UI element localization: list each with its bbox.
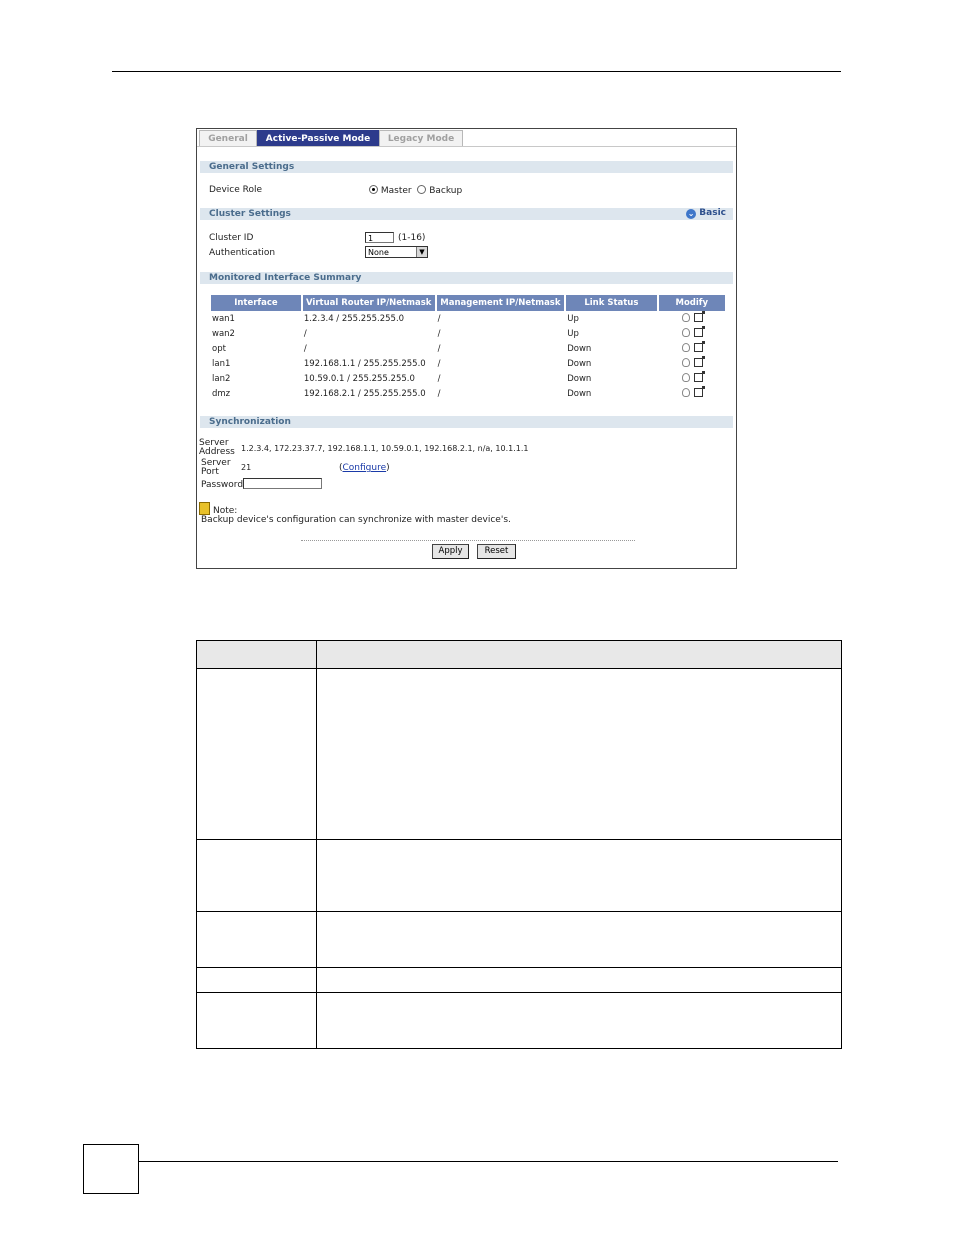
password-label: Password	[201, 480, 244, 490]
col-modify: Modify	[659, 295, 725, 311]
chevron-down-icon: ▼	[416, 247, 427, 257]
footer-rule	[139, 1161, 838, 1162]
device-role-options	[369, 185, 462, 196]
device-ha-screen	[196, 128, 737, 569]
table-cell	[197, 669, 317, 840]
col-link-status: Link Status	[566, 295, 656, 311]
table-row	[211, 356, 725, 371]
configure-link[interactable]: Configure	[342, 463, 387, 473]
edit-icon[interactable]	[694, 313, 703, 322]
table-row	[211, 326, 725, 341]
server-address-label-line2: Address	[199, 447, 235, 457]
edit-icon[interactable]	[694, 343, 703, 352]
col-virtual-router-ip: Virtual Router IP/Netmask	[303, 295, 435, 311]
table-row	[197, 968, 842, 993]
col-interface: Interface	[211, 295, 301, 311]
description-table	[196, 640, 842, 1049]
col-management-ip: Management IP/Netmask	[437, 295, 565, 311]
edit-icon[interactable]	[694, 373, 703, 382]
row-virtual-router-ip: 192.168.1.1 / 255.255.255.0	[303, 358, 426, 369]
row-interface: wan2	[212, 328, 235, 339]
chevron-down-icon: ⌄	[687, 209, 695, 218]
table-row	[211, 311, 725, 326]
cluster-id-label: Cluster ID	[209, 233, 254, 243]
row-virtual-router-ip: 1.2.3.4 / 255.255.255.0	[303, 313, 405, 324]
note-heading	[199, 502, 237, 516]
server-address-value: 1.2.3.4, 172.23.37.7, 192.168.1.1, 10.59.0.1, 192.168.2.1, n/a, 10.1.1.1	[241, 444, 529, 453]
section-synchronization: Synchronization	[200, 416, 733, 428]
monitored-interface-table	[209, 295, 727, 401]
row-link-status: Down	[567, 373, 592, 384]
row-management-ip: /	[437, 358, 441, 369]
row-modify	[659, 371, 725, 386]
row-management-ip: /	[437, 328, 441, 339]
table-cell	[316, 968, 841, 993]
table-cell	[197, 968, 317, 993]
reset-button[interactable]: Reset	[477, 544, 516, 559]
row-interface: lan2	[212, 373, 231, 384]
table-cell	[316, 912, 841, 968]
backup-label: Backup	[429, 186, 463, 196]
configure-close-paren: )	[386, 463, 390, 473]
tab-active-passive-mode[interactable]: Active-Passive Mode	[257, 130, 379, 147]
table-cell	[316, 669, 841, 840]
row-link-status: Up	[567, 328, 579, 339]
row-link-status: Up	[567, 313, 579, 324]
header-cell	[316, 641, 841, 669]
row-modify	[659, 356, 725, 371]
server-address-label-line1: Server	[199, 438, 229, 448]
edit-icon[interactable]	[694, 358, 703, 367]
row-interface: wan1	[212, 313, 235, 324]
apply-button[interactable]: Apply	[432, 544, 469, 559]
section-cluster-settings: Cluster Settings	[200, 208, 733, 220]
table-cell	[316, 840, 841, 912]
button-divider	[301, 540, 635, 541]
edit-icon[interactable]	[694, 388, 703, 397]
note-icon	[199, 502, 210, 515]
bulb-icon[interactable]	[682, 388, 690, 397]
basic-link[interactable]	[686, 208, 726, 219]
row-management-ip: /	[437, 343, 441, 354]
row-interface: lan1	[212, 358, 231, 369]
row-virtual-router-ip: 10.59.0.1 / 255.255.255.0	[303, 373, 415, 384]
table-row	[197, 840, 842, 912]
header-cell	[197, 641, 317, 669]
table-row	[197, 912, 842, 968]
authentication-select[interactable]	[365, 246, 428, 258]
master-radio[interactable]	[369, 185, 378, 194]
header-rule	[112, 71, 841, 72]
server-port-label-line2: Port	[201, 467, 219, 477]
row-virtual-router-ip: /	[303, 343, 307, 354]
row-modify	[659, 341, 725, 356]
table-row	[211, 341, 725, 356]
row-virtual-router-ip: /	[303, 328, 307, 339]
authentication-value: None	[368, 248, 389, 257]
row-modify	[659, 326, 725, 341]
table-cell	[197, 912, 317, 968]
basic-label: Basic	[699, 208, 726, 218]
tab-general[interactable]: General	[199, 130, 257, 147]
server-port-label	[201, 459, 231, 477]
table-header-row	[211, 295, 725, 311]
row-modify	[659, 311, 725, 326]
row-link-status: Down	[567, 358, 592, 369]
cluster-id-range: (1-16)	[398, 233, 426, 243]
table-row	[211, 371, 725, 386]
cluster-id-input[interactable]: 1	[365, 232, 394, 243]
password-input[interactable]	[243, 478, 322, 489]
server-port-label-line1: Server	[201, 458, 231, 468]
master-label: Master	[380, 186, 412, 196]
bulb-icon[interactable]	[682, 343, 690, 352]
row-virtual-router-ip: 192.168.2.1 / 255.255.255.0	[303, 388, 426, 399]
table-cell	[316, 993, 841, 1049]
configure-link-wrap	[339, 463, 390, 473]
server-address-label	[199, 439, 235, 457]
row-interface: opt	[212, 343, 226, 354]
bulb-icon[interactable]	[682, 358, 690, 367]
table-header-row	[197, 641, 842, 669]
page-number-box	[83, 1144, 139, 1194]
table-row	[197, 669, 842, 840]
edit-icon[interactable]	[694, 328, 703, 337]
section-general-settings: General Settings	[200, 161, 733, 173]
server-port-value: 21	[241, 463, 252, 472]
row-management-ip: /	[437, 313, 441, 324]
bulb-icon[interactable]	[682, 313, 690, 322]
bulb-icon[interactable]	[682, 328, 690, 337]
table-row	[211, 386, 725, 401]
note-title: Note:	[213, 506, 238, 516]
configure-open-paren: (	[339, 463, 343, 473]
device-role-label: Device Role	[209, 185, 263, 195]
tab-divider	[197, 146, 736, 147]
table-row	[197, 993, 842, 1049]
row-management-ip: /	[437, 373, 441, 384]
note-text: Backup device's configuration can synchronize with master device's.	[201, 515, 511, 525]
row-interface: dmz	[212, 388, 231, 399]
table-cell	[197, 840, 317, 912]
authentication-label: Authentication	[209, 248, 276, 258]
bulb-icon[interactable]	[682, 373, 690, 382]
row-link-status: Down	[567, 388, 592, 399]
row-link-status: Down	[567, 343, 592, 354]
tab-legacy-mode[interactable]: Legacy Mode	[379, 130, 463, 147]
section-monitored-interface-summary: Monitored Interface Summary	[200, 272, 733, 284]
row-management-ip: /	[437, 388, 441, 399]
table-cell	[197, 993, 317, 1049]
row-modify	[659, 386, 725, 401]
backup-radio[interactable]	[417, 185, 426, 194]
